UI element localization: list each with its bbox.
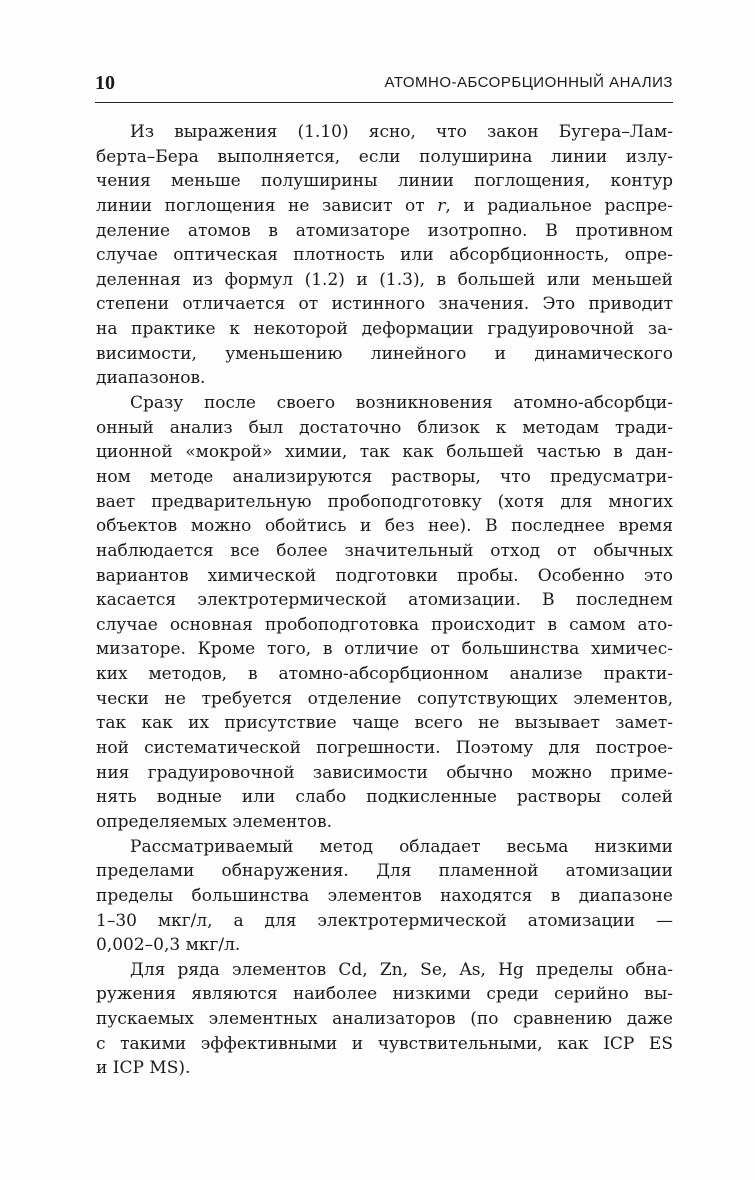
paragraph (96, 835, 673, 958)
text-line: степени отличается от истинного значения. Это приводит (96, 294, 673, 315)
text-line: на практике к некоторой деформации градуировочной за- (96, 319, 673, 340)
text-line: касается электротермической атомизации. В последнем (96, 590, 673, 611)
text-line: с такими эффективными и чувствительными, как ICP ES (96, 1033, 673, 1054)
text-line: пределами обнаружения. Для пламенной атомизации (96, 861, 673, 882)
text-line: Для ряда элементов Cd, Zn, Se, As, Hg пределы обна- (130, 959, 673, 980)
text-line: Сразу после своего возникновения атомно-абсорбци- (130, 393, 673, 414)
text-line: Рассматриваемый метод обладает весьма низкими (130, 836, 673, 857)
body-text (96, 120, 673, 1081)
text-line: диапазонов. (96, 368, 206, 389)
text-line: вает предварительную пробоподготовку (хотя для многих (96, 491, 673, 512)
text-line: и ICP MS). (96, 1058, 191, 1079)
text-line: 0,002–0,3 мкг/л. (96, 935, 241, 956)
text-line: Из выражения (1.10) ясно, что закон Бугера–Лам- (130, 122, 673, 142)
text-line: мизаторе. Кроме того, в отличие от большинства химичес- (96, 639, 673, 660)
text-line: вариантов химической подготовки пробы. Особенно это (96, 565, 673, 586)
text-line: ния градуировочной зависимости обычно можно приме- (96, 762, 673, 783)
paragraph (96, 958, 673, 1081)
text-line: линии поглощения не зависит от r, и радиальное распре- (96, 195, 673, 216)
text-line: ких методов, в атомно-абсорбционном анализе практи- (96, 664, 673, 685)
page-number: 10 (95, 72, 115, 94)
text-line: деленная из формул (1.2) и (1.3), в большей или меньшей (96, 269, 673, 290)
text-line: деление атомов в атомизаторе изотропно. В противном (96, 220, 673, 241)
text-line: случае основная пробоподготовка происходит в самом ато- (96, 614, 673, 635)
text-line: берта–Бера выполняется, если полуширина линии излу- (96, 146, 673, 167)
text-line: так как их присутствие чаще всего не вызывает замет- (96, 713, 673, 734)
text-line: ционной «мокрой» химии, так как большей частью в дан- (96, 442, 673, 463)
text-line: пределы большинства элементов находятся в диапазоне (96, 885, 673, 906)
text-line: нять водные или слабо подкисленные растворы солей (96, 787, 673, 808)
text-line: чения меньше полуширины линии поглощения, контур (96, 171, 673, 192)
page-header (95, 68, 673, 102)
text-line: ружения являются наиболее низкими среди серийно вы- (96, 984, 673, 1005)
text-line: случае оптическая плотность или абсорбционность, опре- (96, 245, 673, 266)
paragraph (96, 391, 673, 835)
text-line: пускаемых элементных анализаторов (по сравнению даже (96, 1009, 673, 1030)
text-line: висимости, уменьшению линейного и динамического (96, 343, 673, 364)
text-line: чески не требуется отделение сопутствующих элементов, (96, 688, 673, 709)
running-title: АТОМНО-АБСОРБЦИОННЫЙ АНАЛИЗ (384, 74, 673, 91)
header-rule (95, 102, 673, 103)
paragraph (96, 120, 673, 391)
text-line: наблюдается все более значительный отход от обычных (96, 540, 673, 561)
text-line: 1–30 мкг/л, а для электротермической атомизации — (96, 910, 673, 931)
text-line: онный анализ был достаточно близок к методам тради- (96, 417, 673, 438)
text-line: ной систематической погрешности. Поэтому для построе- (96, 738, 673, 759)
text-line: ном методе анализируются растворы, что предусматри- (96, 466, 673, 487)
text-line: объектов можно обойтись и без нее). В последнее время (96, 516, 673, 537)
text-line: определяемых элементов. (96, 811, 332, 832)
